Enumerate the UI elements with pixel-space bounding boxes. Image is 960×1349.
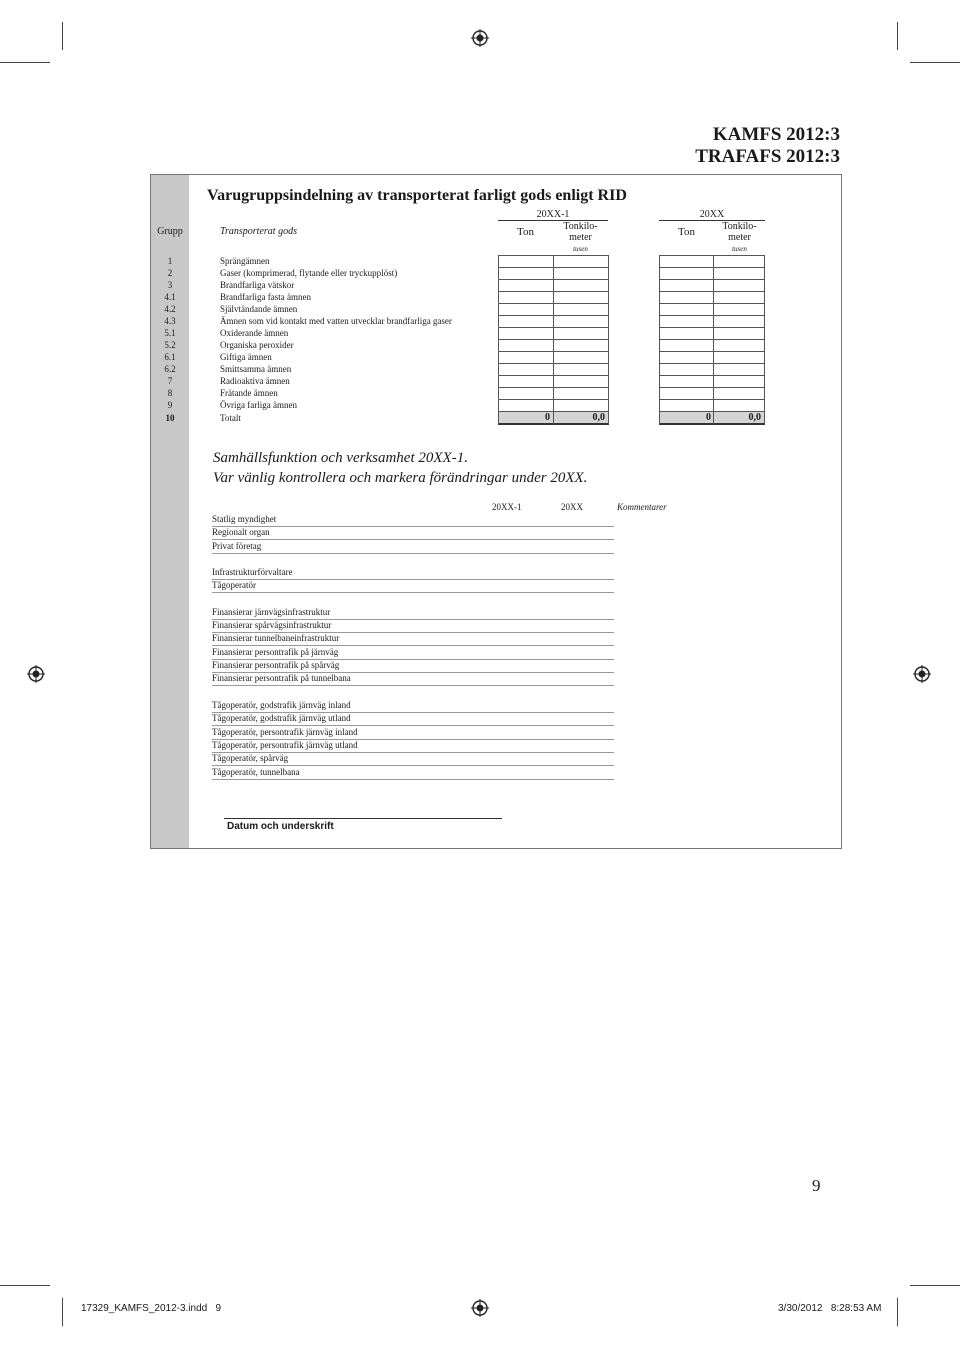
column-header: 20XX [561, 502, 583, 512]
group-number: 9 [167, 400, 173, 410]
goods-name: Radioaktiva ämnen [220, 376, 290, 386]
total-tonkm-cell: 0,0 [713, 411, 765, 425]
ton-header: Ton [517, 226, 534, 238]
checklist-item[interactable]: Infrastrukturförvaltare [212, 567, 614, 580]
total-tonkm-cell: 0,0 [553, 411, 609, 425]
column-header: Kommentarer [617, 502, 667, 512]
crop-mark [910, 1285, 960, 1286]
checklist-item[interactable]: Finansierar persontrafik på järnväg [212, 647, 614, 660]
crop-mark [910, 62, 960, 63]
unit-label: tusen [732, 245, 747, 253]
tonkm-header-2: meter [569, 232, 592, 243]
group-number: 4.2 [164, 304, 176, 314]
group-number: 5.2 [164, 340, 176, 350]
goods-name: Sprängämnen [220, 256, 270, 266]
unit-label: tusen [573, 245, 588, 253]
crop-mark [897, 22, 898, 50]
checklist-item[interactable]: Tågoperatör, godstrafik järnväg utland [212, 713, 614, 726]
period-label: 20XX-1 [498, 209, 608, 221]
regulation-code-secondary: TRAFAFS 2012:3 [695, 146, 840, 167]
checklist-item[interactable]: Finansierar persontrafik på tunnelbana [212, 673, 614, 686]
footer-timestamp: 3/30/2012 8:28:53 AM [778, 1303, 882, 1314]
goods-name: Gaser (komprimerad, flytande eller tryckupplöst) [220, 268, 398, 278]
registration-mark-icon [27, 665, 45, 683]
checklist-item[interactable]: Privat företag [212, 541, 614, 554]
goods-name: Brandfarliga fasta ämnen [220, 292, 311, 302]
section-heading: Samhällsfunktion och verksamhet 20XX-1. [213, 450, 468, 466]
group-number: 5.1 [164, 328, 176, 338]
goods-name: Övriga farliga ämnen [220, 400, 297, 410]
group-number: 1 [167, 256, 173, 266]
checklist-item[interactable]: Finansierar spårvägsinfrastruktur [212, 620, 614, 633]
period-label: 20XX [659, 209, 765, 221]
group-number: 4.1 [164, 292, 176, 302]
section-subheading: Var vänlig kontrollera och markera förändringar under 20XX. [213, 470, 588, 486]
goods-name: Organiska peroxider [220, 340, 294, 350]
group-number: 8 [167, 388, 173, 398]
signature-line[interactable] [224, 818, 502, 819]
total-ton-cell: 0 [498, 411, 554, 425]
checklist-item[interactable]: Finansierar järnvägsinfrastruktur [212, 607, 614, 620]
goods-header: Transporterat gods [220, 226, 297, 237]
total-label: Totalt [220, 413, 241, 423]
registration-mark-icon [913, 665, 931, 683]
checklist-item[interactable]: Tågoperatör, persontrafik järnväg utland [212, 740, 614, 753]
goods-name: Självtändande ämnen [220, 304, 298, 314]
group-number: 2 [167, 268, 173, 278]
group-number: 6.2 [164, 364, 176, 374]
group-number: 3 [167, 280, 173, 290]
group-header: Grupp [157, 226, 183, 237]
tonkm-header-2: meter [728, 232, 751, 243]
goods-name: Oxiderande ämnen [220, 328, 289, 338]
registration-mark-icon [471, 29, 489, 47]
checklist-item[interactable]: Regionalt organ [212, 527, 614, 540]
ton-header: Ton [678, 226, 695, 238]
checklist-item[interactable]: Tågoperatör, persontrafik järnväg inland [212, 727, 614, 740]
column-header: 20XX-1 [492, 502, 522, 512]
checklist-item[interactable]: Tågoperatör, godstrafik järnväg inland [212, 700, 614, 713]
checklist-item[interactable]: Tågoperatör, spårväg [212, 753, 614, 766]
goods-name: Ämnen som vid kontakt med vatten utvecklar brandfarliga gaser [220, 316, 452, 326]
regulation-code: KAMFS 2012:3 [712, 124, 840, 145]
total-ton-cell: 0 [659, 411, 715, 425]
goods-name: Smittsamma ämnen [220, 364, 292, 374]
group-number: 4.3 [164, 316, 176, 326]
crop-mark [62, 22, 63, 50]
tonkm-header: Tonkilo- [722, 221, 757, 232]
registration-mark-icon [471, 1299, 489, 1317]
checklist-item[interactable]: Finansierar tunnelbaneinfrastruktur [212, 633, 614, 646]
goods-name: Brandfarliga vätskor [220, 280, 295, 290]
goods-name: Frätande ämnen [220, 388, 278, 398]
page-number: 9 [812, 1176, 821, 1195]
checklist-item[interactable]: Statlig myndighet [212, 514, 614, 527]
checklist-item[interactable]: Tågoperatör, tunnelbana [212, 767, 614, 780]
crop-mark [62, 1298, 63, 1326]
group-number: 7 [167, 376, 173, 386]
goods-name: Giftiga ämnen [220, 352, 272, 362]
table-title: Varugruppsindelning av transporterat farligt gods enligt RID [207, 187, 627, 204]
tonkm-header: Tonkilo- [563, 221, 598, 232]
crop-mark [897, 1298, 898, 1326]
checklist-item[interactable]: Tågoperatör [212, 580, 614, 593]
checklist-item[interactable]: Finansierar persontrafik på spårväg [212, 660, 614, 673]
footer-filename: 17329_KAMFS_2012-3.indd 9 [81, 1303, 222, 1314]
crop-mark [0, 1285, 50, 1286]
total-group-number: 10 [165, 413, 175, 423]
crop-mark [0, 62, 50, 63]
group-number: 6.1 [164, 352, 176, 362]
signature-label: Datum och underskrift [227, 821, 334, 832]
